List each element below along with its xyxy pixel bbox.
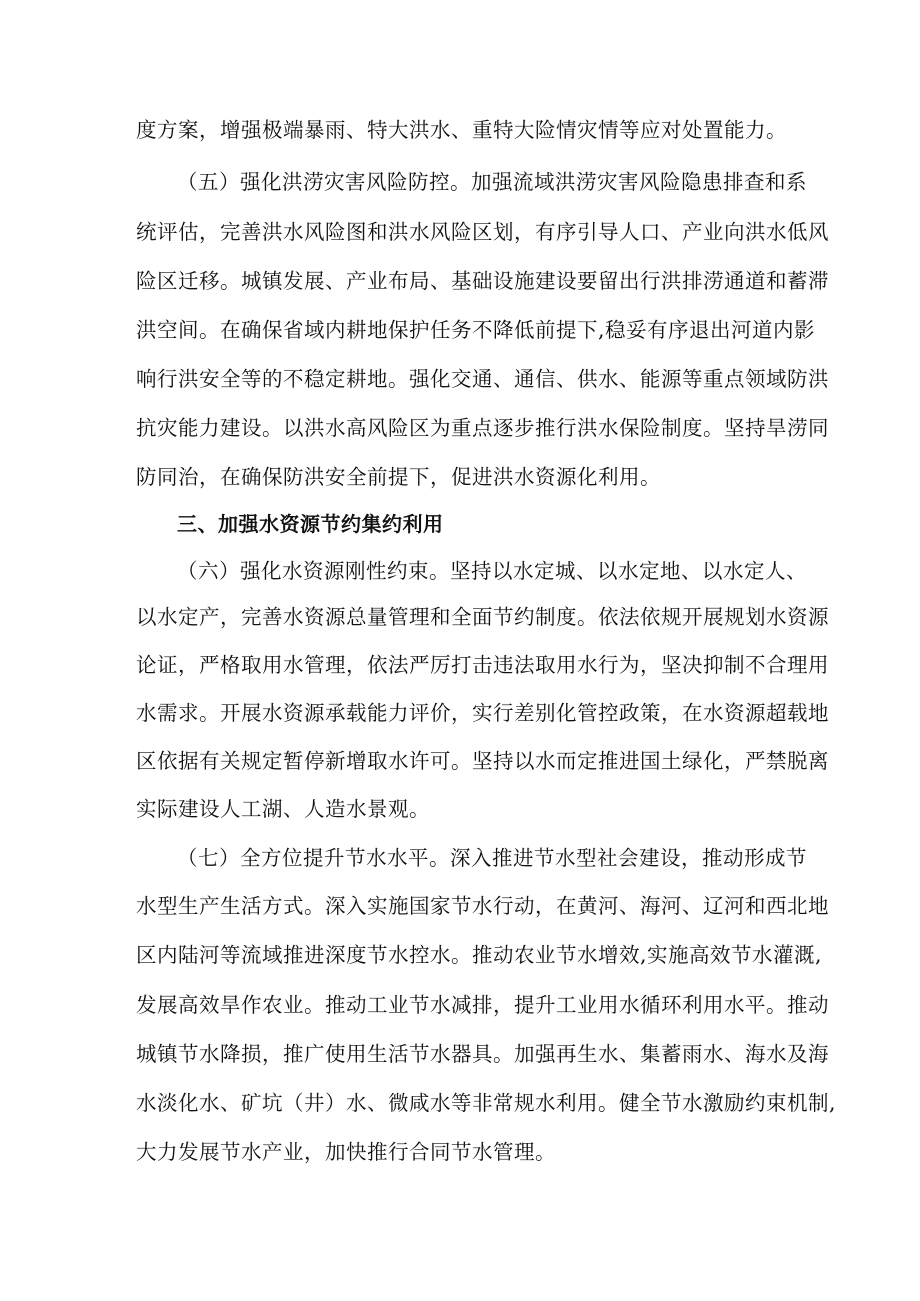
section-heading: 三、加强水资源节约集约利用 bbox=[177, 512, 444, 536]
paragraph-5-line: 洪空间。在确保省域内耕地保护任务不降低前提下,稳妥有序退出河道内影 bbox=[136, 318, 816, 342]
paragraph-7-line: 水型生产生活方式。深入实施国家节水行动，在黄河、海河、辽河和西北地 bbox=[136, 894, 829, 918]
paragraph-7-line: 大力发展节水产业，加快推行合同节水管理。 bbox=[136, 1140, 556, 1164]
paragraph-6-line: 实际建设人工湖、人造水景观。 bbox=[136, 797, 430, 821]
paragraph-5-line: 统评估，完善洪水风险图和洪水风险区划，有序引导人口、产业向洪水低风 bbox=[136, 220, 829, 244]
paragraph-5-line: 防同治，在确保防洪安全前提下，促进洪水资源化利用。 bbox=[136, 465, 661, 489]
paragraph-7-line: 水淡化水、矿坑（井）水、微咸水等非常规水利用。健全节水激励约束机制, bbox=[136, 1091, 837, 1115]
paragraph-6-line: 区依据有关规定暂停新增取水许可。坚持以水而定推进国土绿化，严禁脱离 bbox=[136, 749, 829, 773]
paragraph-7-line: 城镇节水降损，推广使用生活节水器具。加强再生水、集蓄雨水、海水及海 bbox=[136, 1042, 829, 1066]
paragraph-5-line: 抗灾能力建设。以洪水高风险区为重点逐步推行洪水保险制度。坚持旱涝同 bbox=[136, 416, 829, 440]
paragraph-line: 度方案，增强极端暴雨、特大洪水、重特大险情灾情等应对处置能力。 bbox=[136, 118, 787, 142]
paragraph-6-line: （六）强化水资源刚性约束。坚持以水定城、以水定地、以水定人、 bbox=[177, 559, 807, 583]
paragraph-6-line: 论证，严格取用水管理，依法严厉打击违法取用水行为，坚决抑制不合理用 bbox=[136, 653, 829, 677]
paragraph-5-line: （五）强化洪涝灾害风险防控。加强流域洪涝灾害风险隐患排查和系 bbox=[177, 170, 807, 194]
paragraph-7-line: 区内陆河等流域推进深度节水控水。推动农业节水增效,实施高效节水灌溉, bbox=[136, 943, 823, 967]
paragraph-7-line: （七）全方位提升节水水平。深入推进节水型社会建设，推动形成节 bbox=[177, 846, 807, 870]
paragraph-5-line: 险区迁移。城镇发展、产业布局、基础设施建设要留出行洪排涝通道和蓄滞 bbox=[136, 269, 829, 293]
paragraph-6-line: 以水定产，完善水资源总量管理和全面节约制度。依法依规开展规划水资源 bbox=[136, 605, 829, 629]
paragraph-7-line: 发展高效旱作农业。推动工业节水减排，提升工业用水循环利用水平。推动 bbox=[136, 993, 829, 1017]
paragraph-6-line: 水需求。开展水资源承载能力评价，实行差别化管控政策，在水资源超载地 bbox=[136, 701, 829, 725]
paragraph-5-line: 响行洪安全等的不稳定耕地。强化交通、通信、供水、能源等重点领域防洪 bbox=[136, 367, 829, 391]
